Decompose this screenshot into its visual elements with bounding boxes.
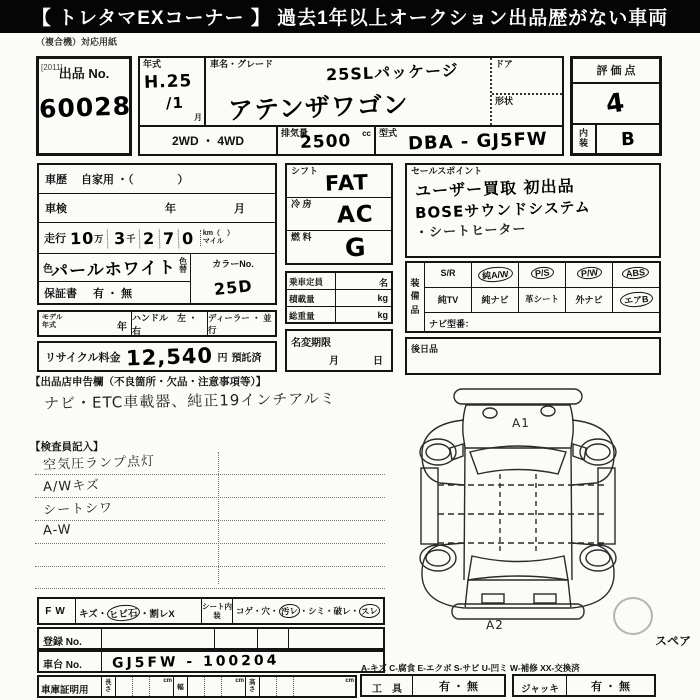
fuel-label: 燃 料: [291, 232, 312, 242]
color-label: 色: [43, 264, 53, 275]
score-value-area: [573, 84, 659, 123]
mileage-man-unit: 万: [94, 233, 104, 244]
history-table: [37, 163, 277, 305]
inspector-line-4: A-W: [42, 522, 72, 539]
garage-width-label: 幅: [177, 684, 184, 691]
registration-cell-2: [215, 629, 258, 648]
year-value: H.25: [143, 71, 193, 93]
name-change-box: [285, 329, 393, 372]
recycle-unit: 円: [217, 353, 228, 364]
mileage-d3: 0: [177, 228, 197, 248]
mileage-unit: km（ ） マイル: [200, 230, 234, 245]
usage-value: 自家用 ・（ ）: [81, 174, 189, 186]
registration-row: [37, 627, 385, 650]
gross-unit: kg: [377, 309, 388, 320]
fw-items: キズ・ ヒビ石・割レX: [76, 599, 202, 623]
inspector-line-3: シートシワ: [42, 500, 114, 519]
mileage-sen-unit: 千: [126, 233, 136, 244]
inspector-box: [35, 452, 385, 584]
chassis-label: 車台 No.: [39, 652, 102, 671]
equip-alloy: 純A/W: [471, 263, 518, 287]
recycle-status: 預託済: [231, 353, 262, 364]
inspector-divider: [218, 452, 219, 584]
header-banner: [0, 0, 700, 33]
recycle-fee-box: [37, 341, 277, 372]
vehicle-info-box: [138, 56, 564, 156]
garage-certificate-row: [37, 675, 357, 698]
shaken-month: 月: [234, 203, 245, 215]
interior-grade: B: [620, 128, 636, 150]
color-row: [39, 254, 190, 282]
model-code-label: 型式: [379, 128, 398, 138]
displacement-value: 2500: [299, 131, 352, 153]
color-value: パールホワイト: [50, 257, 177, 283]
lot-label: 出品 No.: [58, 66, 110, 81]
capacity-box: [285, 271, 393, 324]
seller-declaration-header: 【出品店申告欄（不良箇所・欠品・注意事項等）】: [30, 376, 267, 388]
seller-declaration-note: ナビ・ETC車載器、純正19インチアルミ: [43, 389, 336, 413]
navi-model-row: ナビ型番：: [429, 319, 475, 329]
inspector-line-2: A/Wキズ: [42, 478, 101, 495]
sales-line-1: ユーザー買取 初出品: [414, 176, 575, 202]
garage-length-label: 長さ: [105, 678, 112, 693]
damage-legend: A-キズ C-腐食 E-エクボ S-サビ U-凹ミ W-補修 XX-交換済: [361, 663, 580, 673]
shaken-label: 車検: [45, 203, 67, 215]
shift-row: [287, 165, 391, 198]
equip-navi: 純ナビ: [471, 288, 518, 312]
warranty-label: 保証書: [44, 287, 77, 300]
name-change-day: 日: [373, 356, 383, 367]
score-label: 評 価 点: [573, 59, 659, 84]
garage-height-unit: cm: [345, 678, 354, 684]
displacement-cell: [278, 127, 376, 154]
mileage-sen: 3: [107, 228, 127, 248]
jack-value: 有 ・ 無: [590, 680, 631, 693]
color-no-label: カラーNo.: [212, 259, 254, 269]
sales-point-label: セールスポイント: [411, 166, 483, 176]
usage-label: 車歴: [45, 174, 67, 186]
ac-label: 冷 房: [291, 199, 312, 209]
seat-interior-label: シート内装: [202, 599, 233, 623]
door-label: ドア: [492, 58, 562, 95]
equipment-label: 装備品: [410, 277, 420, 315]
shaken-year: 年: [165, 203, 176, 215]
month-unit: 月: [194, 113, 202, 122]
month-value: /1: [165, 93, 185, 113]
shape-label: 形状: [495, 96, 514, 106]
model-code-value: DBA - GJ5FW: [407, 128, 549, 155]
recycle-value: 12,540: [126, 342, 214, 371]
model-label: モデル 年式: [42, 314, 63, 329]
paper-note: （複合機）対応用紙: [36, 37, 118, 47]
dealer-cell: ディーラー ・ 並行: [207, 312, 275, 335]
ac-value: AC: [336, 201, 375, 229]
glass-seat-condition-row: [37, 597, 385, 625]
equip-extnavi: 外ナビ: [565, 288, 612, 312]
tools-value: 有 ・ 無: [438, 680, 479, 693]
history-row-usage: [39, 165, 275, 194]
fuel-row: [287, 231, 391, 263]
name-change-label: 名変期限: [291, 338, 331, 349]
equip-airbag: エアB: [612, 288, 659, 312]
chassis-row: [37, 650, 385, 673]
color-no-value: 25D: [212, 276, 254, 299]
capacity-label: 乗車定員: [287, 273, 336, 289]
model-year-unit: 年: [117, 322, 127, 333]
ac-row: [287, 198, 391, 231]
fw-label: FW: [39, 599, 76, 623]
history-row-mileage: [39, 223, 275, 254]
damage-mark-a2: A2: [485, 617, 505, 633]
spare-label: スペア: [655, 634, 692, 648]
garage-label: 車庫証明用: [39, 677, 102, 696]
model-year-row: [37, 310, 277, 337]
score-box: [570, 56, 662, 156]
later-items-box: [405, 337, 661, 375]
lot-year-tag: [2011]: [41, 63, 63, 72]
inspector-line-1: 空気圧ランプ点灯: [42, 454, 156, 473]
color-no-cell: [191, 254, 275, 303]
equipment-box: [405, 261, 661, 333]
drive-type: 2WD ・ 4WD: [140, 127, 278, 154]
interior-label: 内装: [579, 128, 589, 148]
displacement-label: 排気量: [281, 128, 309, 138]
shift-value: FAT: [324, 170, 370, 196]
equip-abs: ABS: [612, 263, 659, 287]
handle-cell: ハンドル 左 ・ 右: [131, 312, 207, 335]
history-row-shaken: [39, 194, 275, 223]
grade-value: 25SLパッケージ: [325, 60, 459, 85]
sales-point-box: [405, 163, 661, 258]
lot-number-box: [36, 56, 132, 156]
equip-leather: 革シート: [518, 288, 565, 312]
displacement-unit: cc: [362, 129, 371, 138]
year-cell: [140, 58, 206, 125]
gross-label: 総重量: [287, 307, 336, 323]
tools-label: 工 具: [362, 676, 413, 695]
chassis-value: GJ5FW - 100204: [111, 652, 280, 671]
name-label: 車名・グレード: [210, 59, 274, 69]
load-unit: kg: [377, 293, 388, 303]
shift-label: シフト: [291, 166, 319, 176]
garage-length-unit: cm: [150, 677, 174, 696]
later-items-label: 後日品: [411, 344, 439, 354]
shift-box: [285, 163, 393, 265]
jack-label: ジャッキ: [514, 676, 567, 695]
recycle-label: リサイクル料金: [45, 351, 121, 364]
door-shape-cell: [490, 58, 562, 125]
equip-ps: P/S: [518, 263, 565, 287]
mileage-d2: 7: [158, 228, 178, 248]
warranty-value: 有 ・ 無: [93, 287, 133, 300]
registration-cell-3: [258, 629, 289, 648]
score-value: 4: [604, 87, 628, 120]
lot-value: 60028: [38, 91, 132, 124]
model-code-cell: [376, 127, 562, 154]
registration-cell-1: [102, 629, 215, 648]
inspector-header: 【検査員記入】: [30, 441, 104, 453]
load-label: 積載量: [287, 290, 336, 306]
name-grade-cell: [206, 58, 490, 125]
name-change-month: 月: [329, 356, 339, 367]
capacity-unit: 名: [378, 278, 388, 288]
garage-height-label: 高さ: [249, 678, 256, 693]
color-change-label: 色替: [179, 257, 187, 275]
equip-pw: P/W: [565, 263, 612, 287]
mileage-d1: 2: [139, 228, 159, 248]
equip-sr: S/R: [440, 268, 456, 278]
spare-tire-circle: [613, 597, 653, 635]
seat-items: コゲ・穴・ 汚レ ・シミ・破レ・ スレ: [233, 604, 383, 618]
warranty-row: [39, 282, 190, 303]
fuel-value: G: [344, 232, 368, 263]
equip-tv: 純TV: [437, 295, 459, 305]
sales-line-2: BOSEサウンドシステム: [414, 198, 592, 223]
jack-box: [512, 674, 656, 697]
garage-width-unit: cm: [222, 677, 246, 696]
year-label: 年式: [143, 59, 162, 69]
sales-line-3: ・シートヒーター: [414, 222, 527, 242]
name-value: アテンザワゴン: [227, 89, 410, 126]
registration-cell-4: [289, 629, 383, 648]
damage-mark-a1: A1: [511, 415, 531, 431]
banner-title: 【 トレタマEXコーナー 】 過去1年以上オークション出品歴がない車両: [31, 8, 669, 29]
tools-box: [360, 674, 506, 697]
mileage-man: 10: [69, 228, 95, 248]
registration-label: 登録 No.: [39, 629, 102, 648]
mileage-label: 走行: [44, 233, 66, 245]
